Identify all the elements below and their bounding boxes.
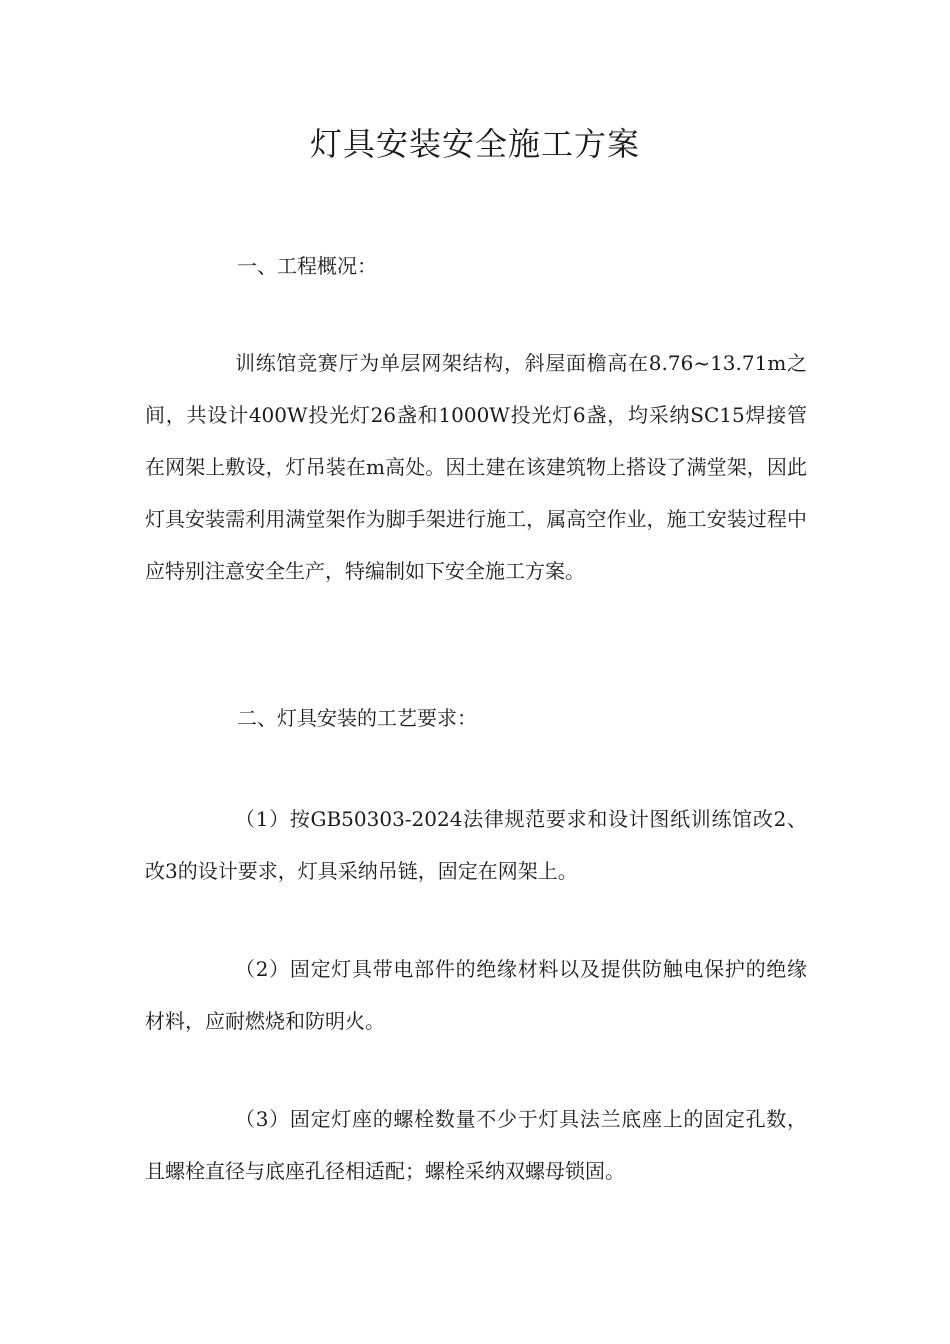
- paragraph-overview: 训练馆竞赛厅为单层网架结构，斜屋面檐高在8.76~13.71m之间，共设计400W投光灯26盏和1000W投光灯6盏，均采纳SC15焊接管在网架上敷设，灯吊装在m高处。因土建在该建筑物上搭设了满堂架，因此灯具安装需利用满堂架作为脚手架进行施工，属高空作业，施工安装过程中应特别注意安全生产，特编制如下安全施工方案。: [145, 351, 807, 583]
- paragraph-requirement-3: （3）固定灯座的螺栓数量不少于灯具法兰底座上的固定孔数，且螺栓直径与底座孔径相适配；螺栓采纳双螺母锁固。: [145, 1107, 807, 1183]
- paragraph-requirement-2: （2）固定灯具带电部件的绝缘材料以及提供防触电保护的绝缘材料，应耐燃烧和防明火。: [145, 957, 807, 1033]
- paragraph-requirement-1: （1）按GB50303-2024法律规范要求和设计图纸训练馆改2、改3的设计要求，灯具采纳吊链，固定在网架上。: [145, 807, 807, 883]
- section-heading-overview: 一、工程概况：: [237, 254, 377, 278]
- section-heading-requirements: 二、灯具安装的工艺要求：: [237, 706, 477, 730]
- document-title: 灯具安装安全施工方案: [309, 125, 640, 163]
